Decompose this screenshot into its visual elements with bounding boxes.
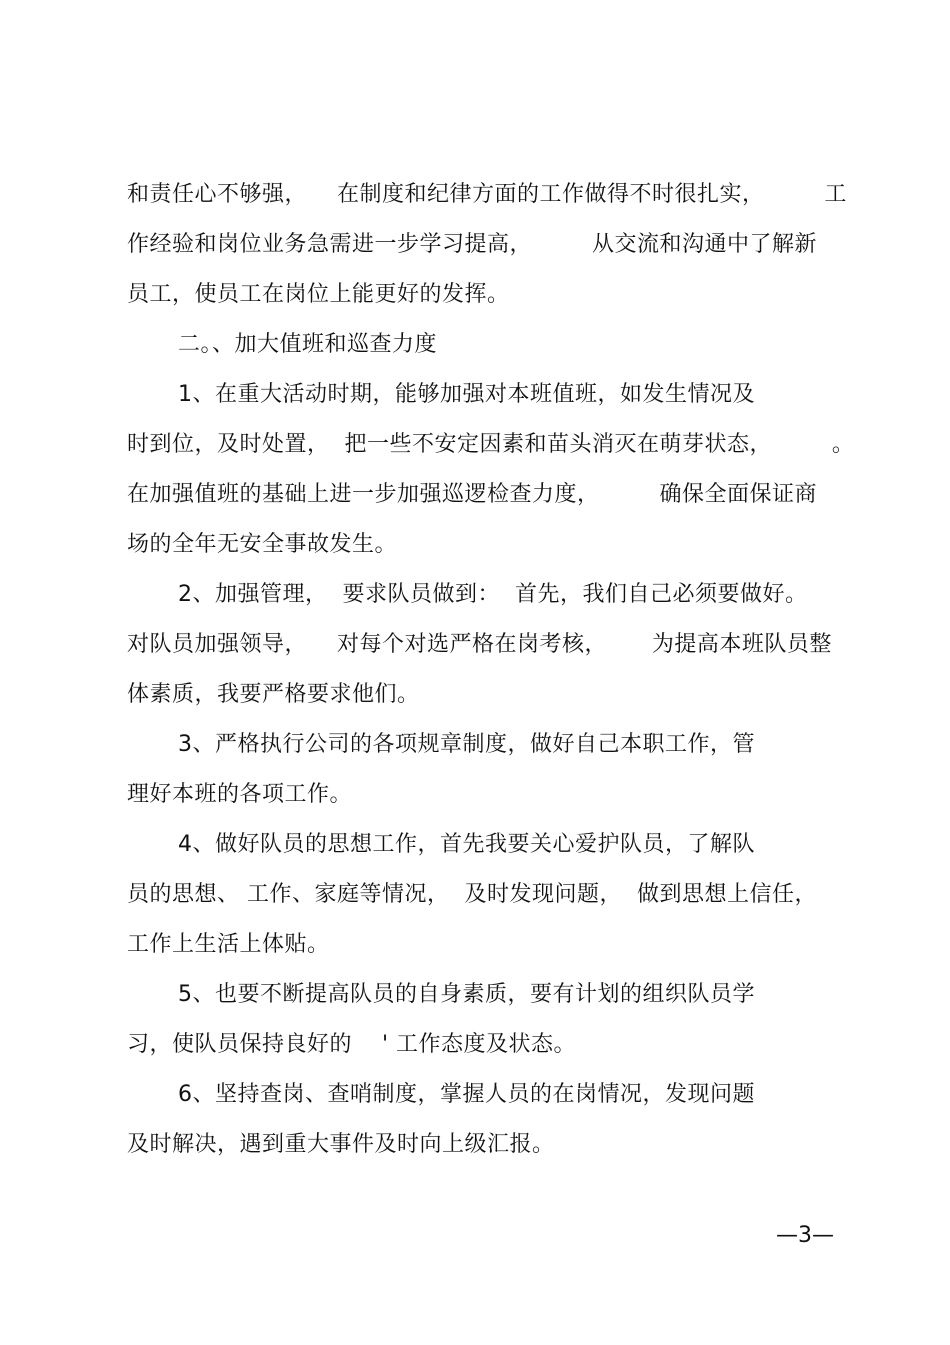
text-line: 体素质，我要严格要求他们。 (127, 682, 420, 707)
text-line: 理好本班的各项工作。 (127, 782, 353, 807)
text-line: 3、严格执行公司的各项规章制度，做好自己本职工作，管 (178, 732, 755, 757)
text-line: 员的思想、 工作、家庭等情况， 及时发现问题， 做到思想上信任， (127, 882, 817, 907)
text-line: 2、加强管理， 要求队员做到： 首先，我们自己必须要做好。 (178, 582, 808, 607)
page-number: —3— (776, 1223, 834, 1248)
text-line: 作经验和岗位业务急需进一步学习提高， 从交流和沟通中了解新 (127, 232, 817, 257)
text-line: 和责任心不够强， 在制度和纪律方面的工作做得不时很扎实， 工 (127, 182, 847, 207)
text-line: 工作上生活上体贴。 (127, 932, 330, 957)
text-line: 4、做好队员的思想工作，首先我要关心爱护队员，了解队 (178, 832, 755, 857)
text-line: 6、坚持查岗、查哨制度，掌握人员的在岗情况，发现问题 (178, 1082, 755, 1107)
text-line: 对队员加强领导， 对每个对选严格在岗考核， 为提高本班队员整 (127, 632, 832, 657)
text-line: 在加强值班的基础上进一步加强巡逻检查力度， 确保全面保证商 (127, 482, 817, 507)
text-line: 时到位，及时处置， 把一些不安定因素和苗头消灭在萌芽状态， 。 (127, 432, 855, 457)
text-line: 1、在重大活动时期，能够加强对本班值班，如发生情况及 (178, 382, 755, 407)
section-heading: 二。、加大值班和巡查力度 (178, 332, 438, 357)
text-line: 5、也要不断提高队员的自身素质，要有计划的组织队员学 (178, 982, 755, 1007)
text-line: 及时解决，遇到重大事件及时向上级汇报。 (127, 1132, 555, 1157)
text-line: 场的全年无安全事故发生。 (127, 532, 398, 557)
text-line: 习，使队员保持良好的 ' 工作态度及状态。 (127, 1032, 577, 1057)
text-line: 员工，使员工在岗位上能更好的发挥。 (127, 282, 510, 307)
